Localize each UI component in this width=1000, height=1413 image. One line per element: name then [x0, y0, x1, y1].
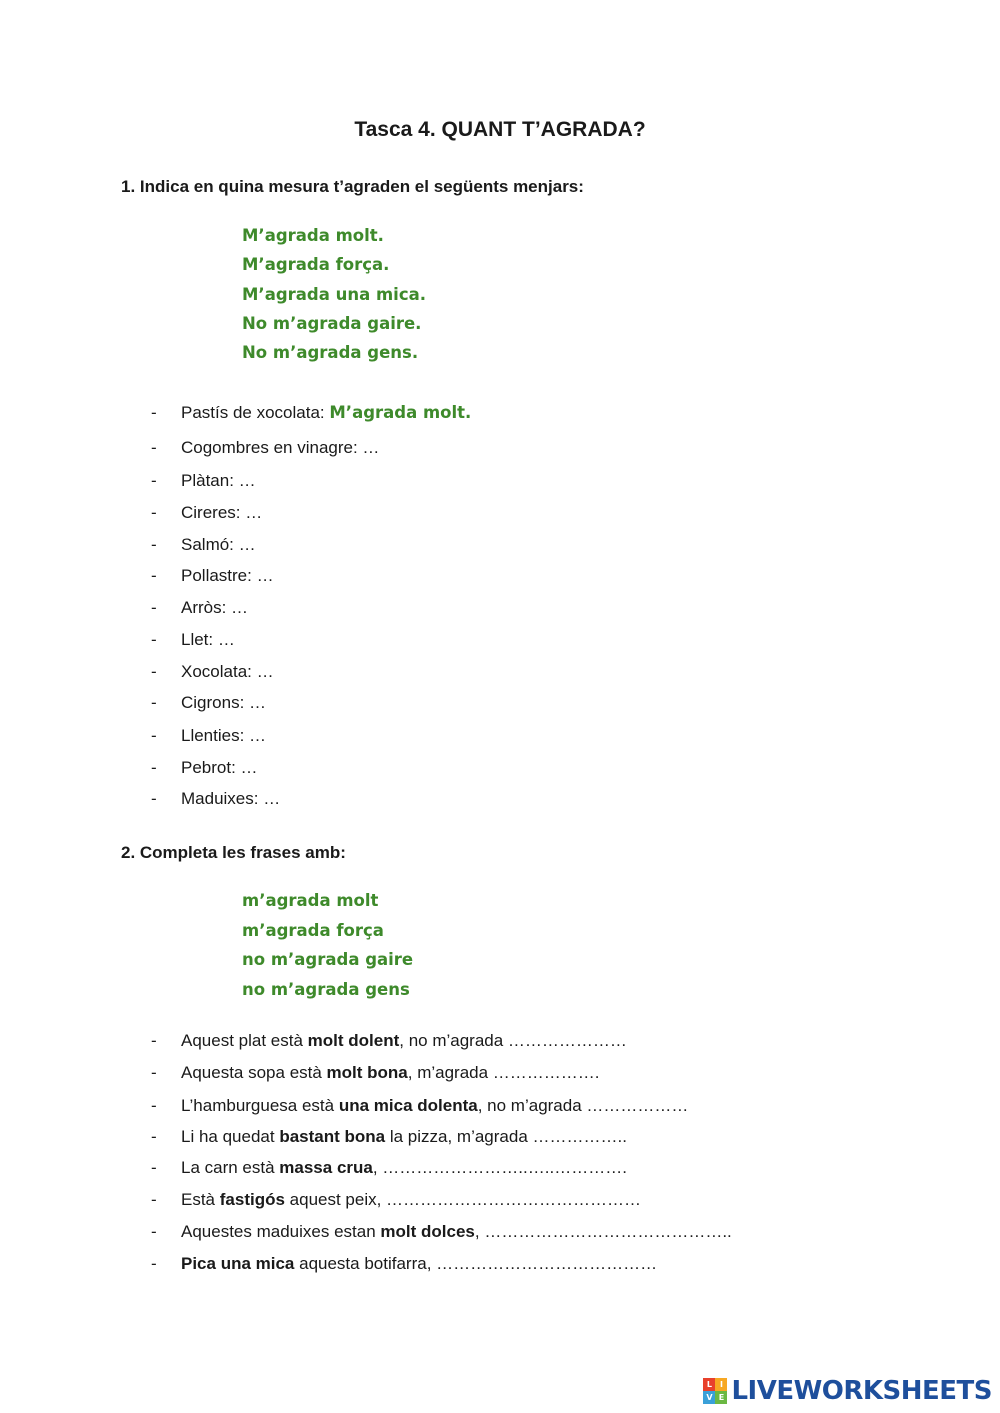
logo-tile: I — [715, 1378, 727, 1391]
food-item[interactable]: Xocolata: … — [181, 662, 274, 681]
bullet-dash: - — [151, 1063, 157, 1082]
liveworksheets-logo[interactable] — [703, 1376, 992, 1406]
bullet-dash: - — [151, 503, 157, 522]
bullet-dash: - — [151, 1190, 157, 1209]
bullet-dash: - — [151, 1222, 157, 1241]
food-item[interactable]: Cogombres en vinagre: … — [181, 438, 380, 457]
option-item: M’agrada molt. — [242, 226, 384, 245]
bullet-dash: - — [151, 1031, 157, 1050]
bullet-dash: - — [151, 403, 157, 422]
bullet-dash: - — [151, 1096, 157, 1115]
bullet-dash: - — [151, 1158, 157, 1177]
bullet-dash: - — [151, 535, 157, 554]
example-answer: M’agrada molt. — [329, 403, 472, 422]
sentence-text[interactable]: L’hamburguesa està una mica dolenta, no m’agrada ……………… — [181, 1096, 689, 1115]
bullet-dash: - — [151, 726, 157, 745]
food-item[interactable]: Pollastre: … — [181, 566, 274, 585]
sentence-text[interactable]: Aquesta sopa està molt bona, m’agrada ………………. — [181, 1063, 600, 1082]
food-item[interactable]: Plàtan: … — [181, 471, 256, 490]
example-label: Pastís de xocolata: — [181, 403, 330, 422]
example-text — [181, 403, 471, 423]
bullet-dash: - — [151, 789, 157, 808]
logo-tile: E — [715, 1391, 727, 1404]
option-item: No m’agrada gaire. — [242, 314, 422, 333]
food-item[interactable]: Salmó: … — [181, 535, 256, 554]
bullet-dash: - — [151, 1254, 157, 1273]
sentence-text[interactable]: Aquestes maduixes estan molt dolces, …………………………………….. — [181, 1222, 732, 1241]
food-item[interactable]: Llenties: … — [181, 726, 267, 745]
food-item[interactable]: Arròs: … — [181, 598, 249, 617]
sentence-text[interactable]: Aquest plat està molt dolent, no m’agrada ………………… — [181, 1031, 627, 1050]
option-item: no m’agrada gens — [242, 980, 410, 999]
liveworksheets-logo-icon — [703, 1378, 727, 1404]
logo-tile: V — [703, 1391, 715, 1404]
bullet-dash: - — [151, 471, 157, 490]
food-item[interactable]: Cireres: … — [181, 503, 263, 522]
question-1-heading: 1. Indica en quina mesura t’agraden el següents menjars: — [121, 177, 584, 196]
option-item: No m’agrada gens. — [242, 343, 419, 362]
bullet-dash: - — [151, 438, 157, 457]
sentence-text[interactable]: Pica una mica aquesta botifarra, ………………………………… — [181, 1254, 658, 1273]
food-item[interactable]: Cigrons: … — [181, 693, 267, 712]
food-item[interactable]: Pebrot: … — [181, 758, 258, 777]
option-item: m’agrada força — [242, 921, 384, 940]
page-title: Tasca 4. QUANT T’AGRADA? — [354, 118, 646, 141]
option-item: M’agrada una mica. — [242, 285, 426, 304]
food-item[interactable]: Llet: … — [181, 630, 235, 649]
option-item: M’agrada força. — [242, 255, 390, 274]
bullet-dash: - — [151, 598, 157, 617]
sentence-text[interactable]: La carn està massa crua, ……………………..…..…………. — [181, 1158, 627, 1177]
logo-tile: L — [703, 1378, 715, 1391]
question-2-heading: 2. Completa les frases amb: — [121, 843, 346, 862]
bullet-dash: - — [151, 566, 157, 585]
sentence-text[interactable]: Li ha quedat bastant bona la pizza, m’agrada …………….. — [181, 1127, 627, 1146]
option-item: no m’agrada gaire — [242, 950, 414, 969]
option-item: m’agrada molt — [242, 891, 379, 910]
bullet-dash: - — [151, 1127, 157, 1146]
bullet-dash: - — [151, 693, 157, 712]
sentence-text[interactable]: Està fastigós aquest peix, ……………………………………… — [181, 1190, 642, 1209]
bullet-dash: - — [151, 662, 157, 681]
liveworksheets-brand-text: LIVEWORKSHEETS — [731, 1376, 992, 1406]
bullet-dash: - — [151, 758, 157, 777]
bullet-dash: - — [151, 630, 157, 649]
food-item[interactable]: Maduixes: … — [181, 789, 281, 808]
